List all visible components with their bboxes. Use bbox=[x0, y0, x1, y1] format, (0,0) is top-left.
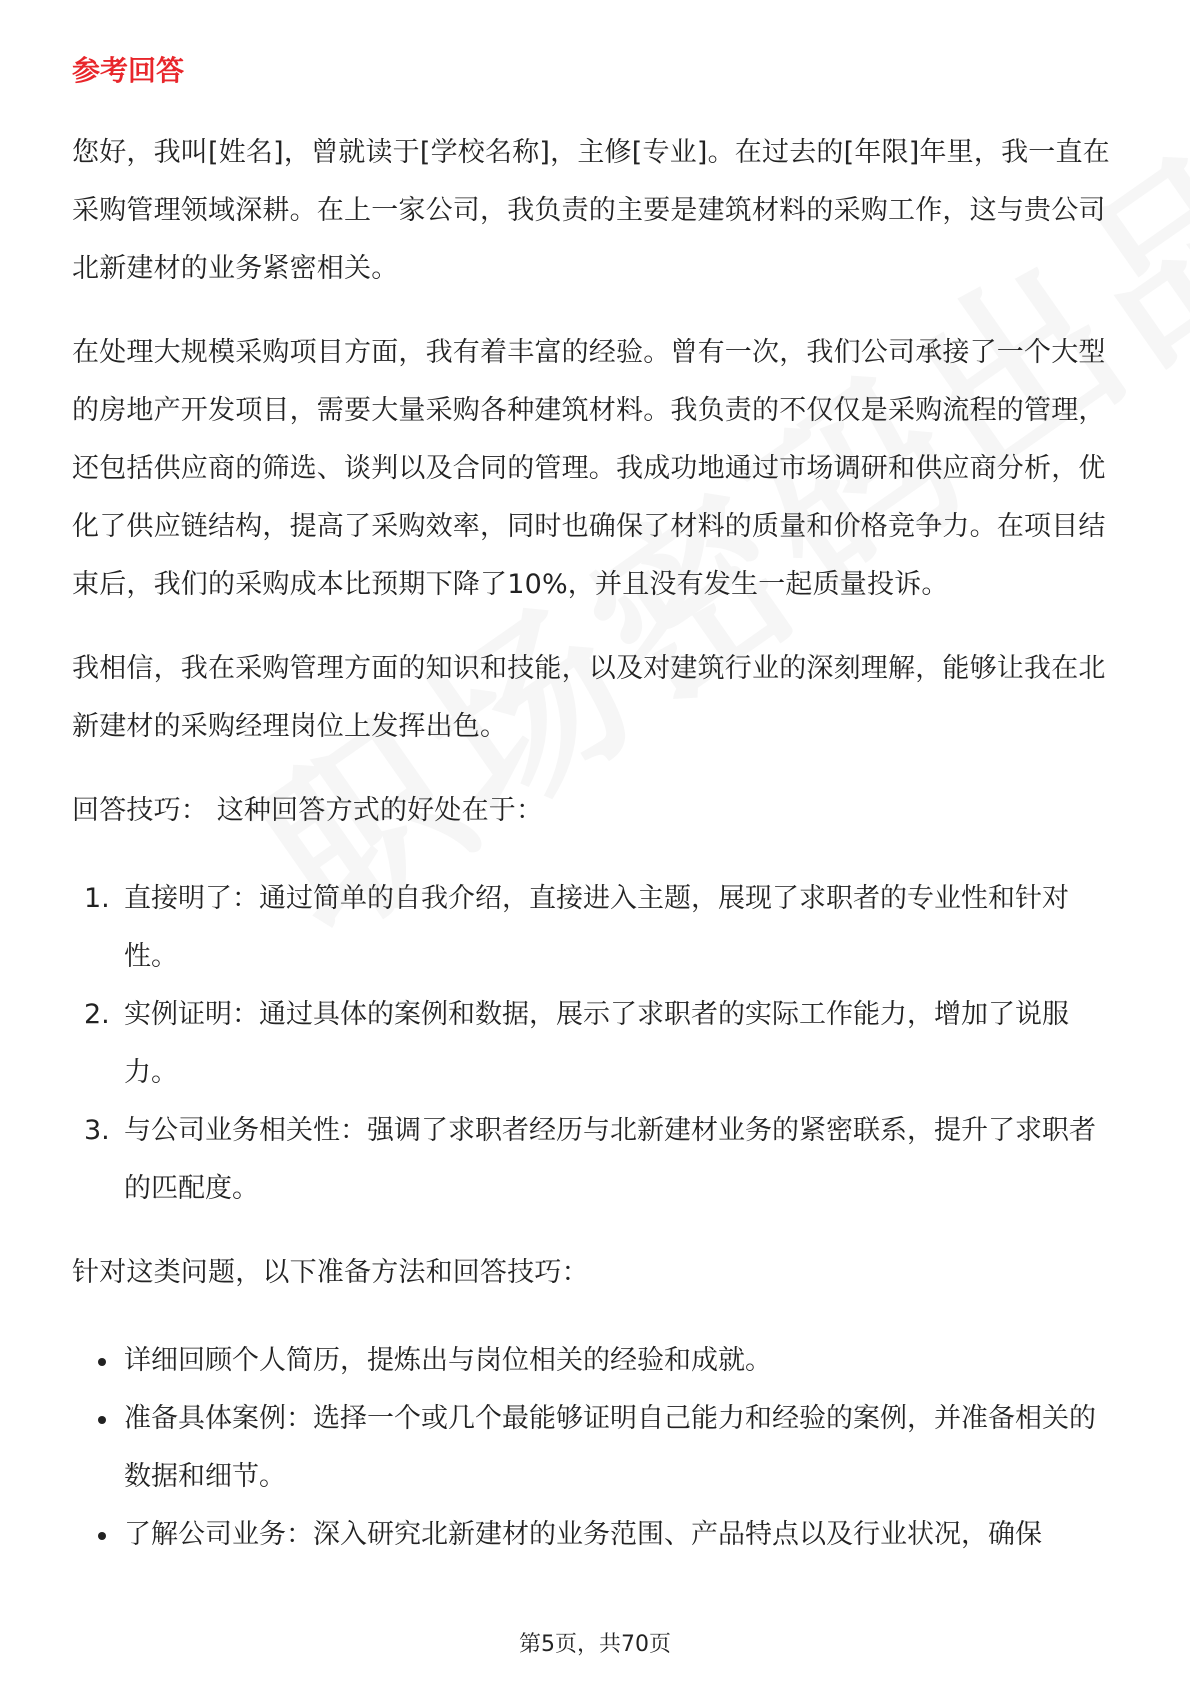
list-number: 2. bbox=[84, 999, 110, 1030]
bullet-icon bbox=[98, 1416, 106, 1424]
page-footer: 第5页，共70页 bbox=[519, 1632, 671, 1657]
list-item bbox=[72, 1102, 1122, 1218]
list-item bbox=[72, 986, 1122, 1102]
list-item-text: 与公司业务相关性：强调了求职者经历与北新建材业务的紧密联系，提升了求职者的匹配度。 bbox=[124, 1115, 1096, 1204]
list-item bbox=[72, 1506, 1122, 1564]
tips-intro: 回答技巧： 这种回答方式的好处在于： bbox=[72, 795, 544, 826]
list-item bbox=[72, 870, 1122, 986]
bullet-icon bbox=[98, 1532, 106, 1540]
tips-list bbox=[72, 870, 1122, 1218]
list-item-text: 了解公司业务：深入研究北新建材的业务范围、产品特点以及行业状况，确保 bbox=[124, 1519, 1042, 1550]
list-item-text: 准备具体案例：选择一个或几个最能够证明自己能力和经验的案例，并准备相关的数据和细节。 bbox=[124, 1403, 1096, 1492]
list-number: 3. bbox=[84, 1115, 110, 1146]
answer-paragraph-conclusion: 我相信，我在采购管理方面的知识和技能，以及对建筑行业的深刻理解，能够让我在北新建材的采购经理岗位上发挥出色。 bbox=[72, 653, 1106, 742]
prep-list bbox=[72, 1332, 1122, 1564]
answer-paragraph-experience: 在处理大规模采购项目方面，我有着丰富的经验。曾有一次，我们公司承接了一个大型的房地产开发项目，需要大量采购各种建筑材料。我负责的不仅仅是采购流程的管理，还包括供应商的筛选、谈判以及合同的管理。我成功地通过市场调研和供应商分析，优化了供应链结构，提高了采购效率，同时也确保了材料的质量和价格竞争力。在项目结束后，我们的采购成本比预期下降了10%，并且没有发生一起质量投诉。 bbox=[72, 337, 1106, 600]
prep-intro: 针对这类问题，以下准备方法和回答技巧： bbox=[72, 1257, 589, 1288]
list-item-text: 直接明了：通过简单的自我介绍，直接进入主题，展现了求职者的专业性和针对性。 bbox=[124, 883, 1069, 972]
list-item bbox=[72, 1332, 1122, 1390]
document-page bbox=[72, 48, 1122, 1564]
answer-paragraph-intro: 您好，我叫[姓名]，曾就读于[学校名称]，主修[专业]。在过去的[年限]年里，我一直在采购管理领域深耕。在上一家公司，我负责的主要是建筑材料的采购工作，这与贵公司北新建材的业务紧密相关。 bbox=[72, 137, 1110, 284]
list-item bbox=[72, 1390, 1122, 1506]
list-number: 1. bbox=[84, 883, 110, 914]
bullet-icon bbox=[98, 1358, 106, 1366]
list-item-text: 实例证明：通过具体的案例和数据，展示了求职者的实际工作能力，增加了说服力。 bbox=[124, 999, 1069, 1088]
list-item-text: 详细回顾个人简历，提炼出与岗位相关的经验和成就。 bbox=[124, 1345, 772, 1376]
section-heading: 参考回答 bbox=[72, 54, 185, 87]
